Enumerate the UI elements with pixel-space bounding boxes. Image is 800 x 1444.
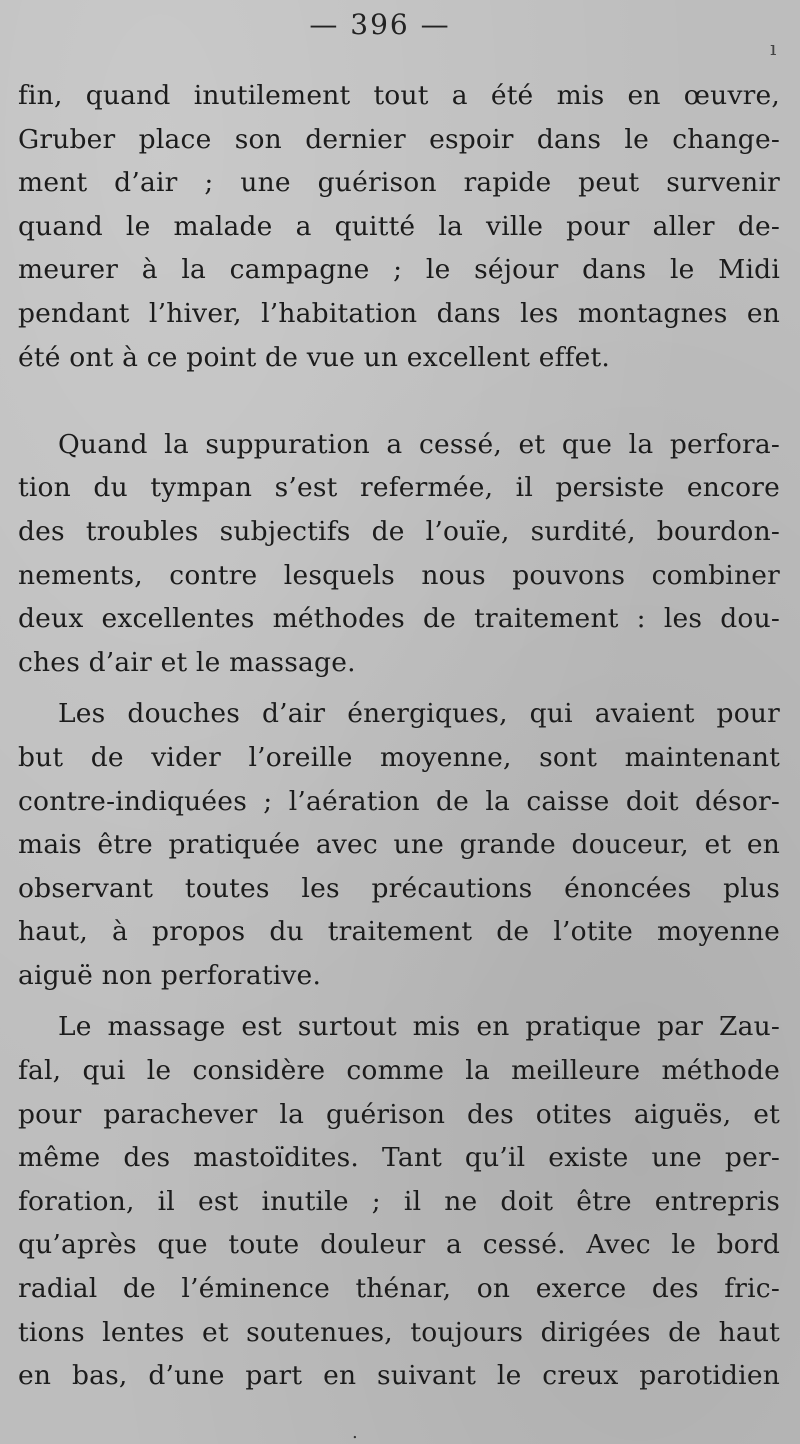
paragraph-gap (18, 684, 780, 692)
text-line: ches d’air et le massage. (18, 646, 356, 678)
text-line: été ont à ce point de vue un excellent effet. (18, 341, 610, 373)
paragraph-gap (18, 997, 780, 1005)
text-line: mais être pratiquée avec une grande douceur, et en (18, 829, 780, 861)
text-line: Quand la suppuration a cessé, et que la perfora- (58, 428, 780, 460)
text-line: pour parachever la guérison des otites aiguës, et (18, 1098, 780, 1130)
text-line: même des mastoïdites. Tant qu’il existe une per- (18, 1142, 780, 1174)
text-line: fin, quand inutilement tout a été mis en œuvre, (18, 80, 780, 111)
text-line: pendant l’hiver, l’habitation dans les montagnes en (18, 297, 780, 329)
text-line: Gruber place son dernier espoir dans le change- (18, 123, 780, 155)
text-line: qu’après que toute douleur a cessé. Avec le bord (18, 1229, 780, 1261)
text-line: aiguë non perforative. (18, 959, 322, 991)
text-line: tion du tympan s’est refermée, il persiste encore (18, 472, 780, 504)
text-line: meurer à la campagne ; le séjour dans le Midi (18, 254, 780, 286)
paragraph-4 (18, 1005, 780, 1397)
text-line: ment d’air ; une guérison rapide peut survenir (18, 167, 780, 199)
paragraph-2 (18, 423, 780, 685)
text-line: des troubles subjectifs de l’ouïe, surdité, bourdon- (18, 515, 780, 547)
text-line: foration, il est inutile ; il ne doit être entrepris (18, 1185, 780, 1217)
text-line: observant toutes les précautions énoncées plus (18, 872, 780, 904)
text-line: nements, contre lesquels nous pouvons combiner (18, 559, 780, 591)
text-line: quand le malade a quitté la ville pour aller de- (18, 210, 780, 242)
paragraph-1 (18, 74, 780, 379)
text-line: en bas, d’une part en suivant le creux parotidien (18, 1360, 780, 1392)
text-line: but de vider l’oreille moyenne, sont maintenant (18, 741, 780, 773)
page-number: — 396 — (309, 8, 451, 41)
corner-mark: ı (770, 36, 777, 60)
text-line: contre-indiquées ; l’aération de la caisse doit désor- (18, 785, 780, 817)
text-line: fal, qui le considère comme la meilleure méthode (18, 1055, 780, 1087)
footer-mark: . (352, 1422, 358, 1443)
section-gap (18, 379, 780, 423)
body-text (18, 74, 780, 1398)
text-line: Les douches d’air énergiques, qui avaient pour (58, 698, 780, 730)
text-line: haut, à propos du traitement de l’otite moyenne (18, 916, 780, 948)
text-line: radial de l’éminence thénar, on exerce des fric- (18, 1273, 780, 1305)
text-line: deux excellentes méthodes de traitement : les dou- (18, 603, 780, 635)
text-line: tions lentes et soutenues, toujours dirigées de haut (18, 1316, 780, 1348)
paragraph-3 (18, 692, 780, 997)
text-line: Le massage est surtout mis en pratique par Zau- (58, 1011, 780, 1043)
